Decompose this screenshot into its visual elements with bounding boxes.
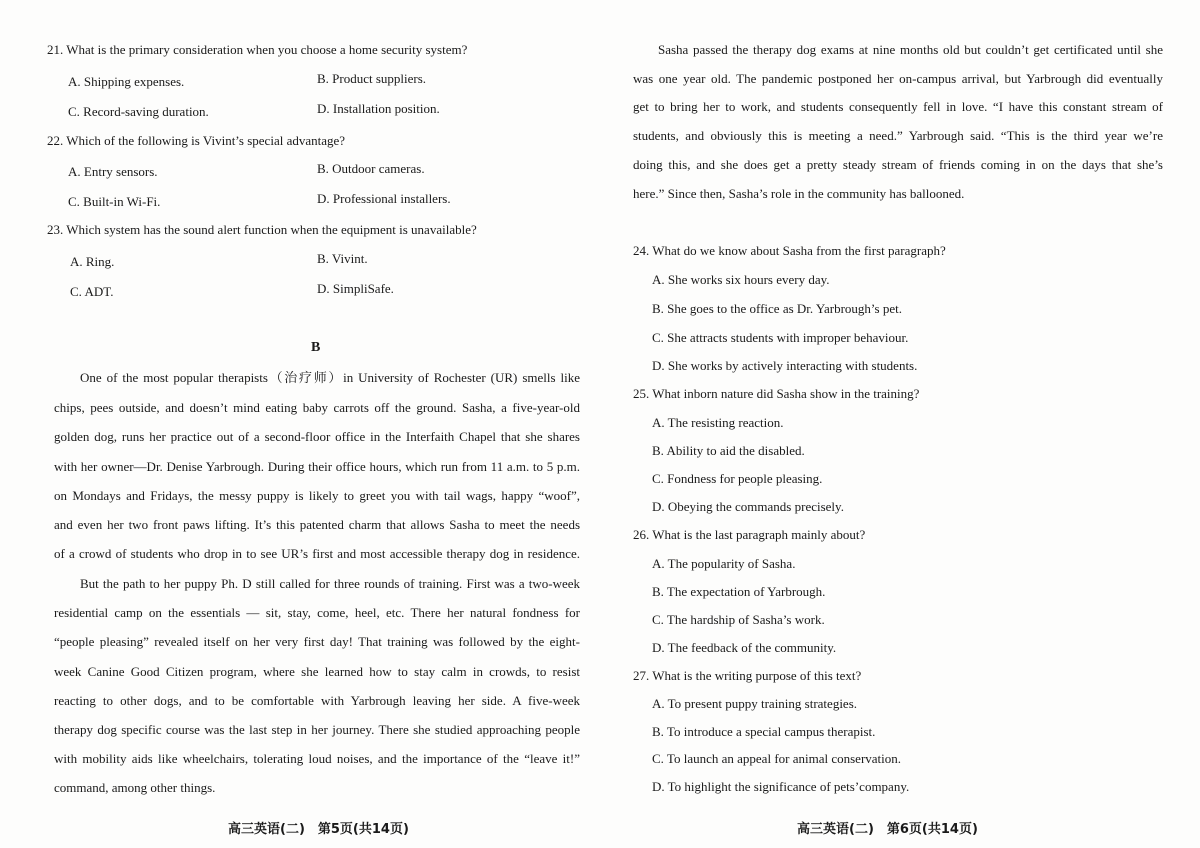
question-23-option-a: A. Ring.	[70, 254, 115, 269]
question-27-option-a: A. To present puppy training strategies.	[652, 696, 858, 711]
passage-line: therapy dog specific course was the last step in her journey. There she studied approaching people	[54, 722, 580, 737]
question-25-stem: 25. What inborn nature did Sasha show in the training?	[633, 386, 920, 401]
question-23-option-b: B. Vivint.	[317, 251, 368, 266]
page-footer: 高三英语(二) 第5页(共14页)	[228, 822, 409, 837]
question-27-stem: 27. What is the writing purpose of this text?	[633, 668, 862, 683]
question-26-option-b: B. The expectation of Yarbrough.	[652, 584, 826, 599]
passage-line: residential camp on the essentials — sit, stay, come, heel, etc. There her natural fondness for	[54, 605, 580, 620]
question-25-option-c: C. Fondness for people pleasing.	[652, 471, 823, 486]
passage-line: here.” Since then, Sasha’s role in the community has ballooned.	[633, 186, 965, 201]
section-title: B	[311, 340, 321, 355]
passage-line: doing this, and she does get a pretty steady stream of friends coming in on the days that she’s	[633, 157, 1163, 172]
passage-line: with her owner—Dr. Denise Yarbrough. During their office hours, which run from 11 a.m. to 5 p.m.	[54, 459, 580, 474]
question-24-stem: 24. What do we know about Sasha from the first paragraph?	[633, 243, 946, 258]
question-27-option-c: C. To launch an appeal for animal conservation.	[652, 751, 902, 766]
question-23-option-d: D. SimpliSafe.	[317, 281, 394, 296]
question-25-option-b: B. Ability to aid the disabled.	[652, 443, 805, 458]
question-23-stem: 23. Which system has the sound alert function when the equipment is unavailable?	[47, 222, 477, 237]
passage-line: command, among other things.	[54, 780, 216, 795]
passage-line: golden dog, runs her practice out of a second-floor office in the Interfaith Chapel that she shares	[54, 429, 580, 444]
question-26-stem: 26. What is the last paragraph mainly about?	[633, 527, 866, 542]
passage-line: with mobility aids like wheelchairs, tolerating loud noises, and the importance of the “leave it!”	[54, 751, 580, 766]
passage-line: was one year old. The pandemic postponed her on-campus arrival, but Yarbrough did eventually	[633, 71, 1163, 86]
passage-line: “people pleasing” revealed itself on her very first day! That training was followed by the eight-	[54, 634, 580, 649]
question-24-option-d: D. She works by actively interacting with students.	[652, 358, 918, 373]
passage-line: chips, pees outside, and doesn’t mind eating baby carrots off the ground. Sasha, a five-year-old	[54, 400, 580, 415]
question-22-option-c: C. Built-in Wi-Fi.	[68, 194, 161, 209]
passage-line: get to bring her to work, and students consequently fell in love. “I have this constant stream of	[633, 99, 1163, 114]
question-21-option-c: C. Record-saving duration.	[68, 104, 209, 119]
passage-line: of a crowd of students who drop in to see UR’s first and most accessible therapy dog in residence.	[54, 546, 580, 561]
question-21-option-a: A. Shipping expenses.	[68, 74, 185, 89]
passage-line: students, and obviously this is meeting a need.” Yarbrough said. “This is the third year we’re	[633, 128, 1163, 143]
question-21-option-b: B. Product suppliers.	[317, 71, 427, 86]
question-24-option-b: B. She goes to the office as Dr. Yarbrough’s pet.	[652, 301, 902, 316]
question-22-option-d: D. Professional installers.	[317, 191, 451, 206]
question-21-stem: 21. What is the primary consideration when you choose a home security system?	[47, 42, 468, 57]
question-24-option-a: A. She works six hours every day.	[652, 272, 830, 287]
question-26-option-a: A. The popularity of Sasha.	[652, 556, 796, 571]
passage-line: week Canine Good Citizen program, where she learned how to stay calm in crowds, to resist	[54, 664, 580, 679]
question-22-option-a: A. Entry sensors.	[68, 164, 158, 179]
question-22-stem: 22. Which of the following is Vivint’s special advantage?	[47, 133, 346, 148]
question-22-option-b: B. Outdoor cameras.	[317, 161, 425, 176]
question-21-option-d: D. Installation position.	[317, 101, 440, 116]
page-footer: 高三英语(二) 第6页(共14页)	[797, 822, 978, 837]
question-25-option-a: A. The resisting reaction.	[652, 415, 784, 430]
passage-line: and even her two front paws lifting. It’s this patented charm that allows Sasha to meet the needs	[54, 517, 580, 532]
question-25-option-d: D. Obeying the commands precisely.	[652, 499, 844, 514]
passage-line: reacting to other dogs, and to be comfortable with Yarbrough leaving her side. A five-week	[54, 693, 580, 708]
passage-line: Sasha passed the therapy dog exams at nine months old but couldn’t get certificated until she	[658, 42, 1163, 57]
passage-line: One of the most popular therapists（治疗师）in University of Rochester (UR) smells like	[80, 370, 580, 385]
question-27-option-d: D. To highlight the significance of pets’company.	[652, 779, 910, 794]
passage-line: But the path to her puppy Ph. D still called for three rounds of training. First was a two-week	[80, 576, 580, 591]
question-27-option-b: B. To introduce a special campus therapist.	[652, 724, 876, 739]
question-26-option-d: D. The feedback of the community.	[652, 640, 837, 655]
question-23-option-c: C. ADT.	[70, 284, 114, 299]
passage-line: on Mondays and Fridays, the messy puppy is likely to greet you with tail wags, happy “woof”,	[54, 488, 580, 503]
question-26-option-c: C. The hardship of Sasha’s work.	[652, 612, 825, 627]
question-24-option-c: C. She attracts students with improper behaviour.	[652, 330, 909, 345]
